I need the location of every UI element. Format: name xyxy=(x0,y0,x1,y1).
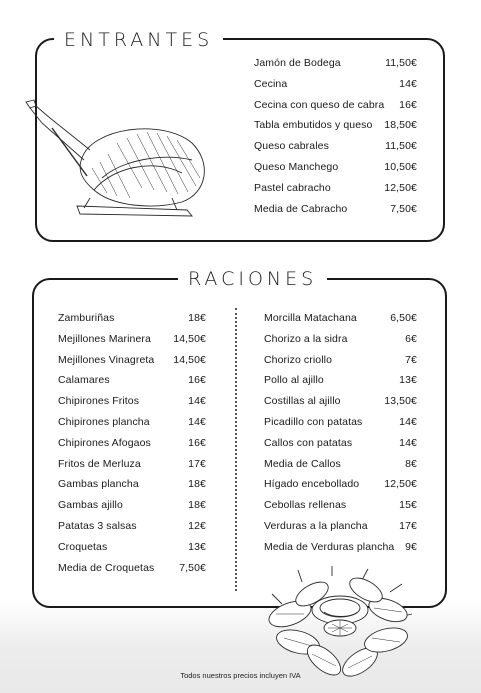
menu-item xyxy=(264,537,417,558)
menu-item xyxy=(254,157,417,178)
raciones-left-list xyxy=(58,308,206,578)
menu-item xyxy=(264,370,417,391)
item-price: 13€ xyxy=(399,374,417,387)
item-price: 14€ xyxy=(188,395,206,408)
item-price: 18€ xyxy=(188,478,206,491)
item-price: 7,50€ xyxy=(390,202,417,215)
item-price: 7€ xyxy=(405,353,417,366)
menu-item xyxy=(58,537,206,558)
item-price: 9€ xyxy=(405,540,417,553)
item-name: Gambas plancha xyxy=(58,478,139,491)
item-name: Media de Croquetas xyxy=(58,561,155,574)
menu-item xyxy=(254,178,417,199)
item-name: Chipirones Afogaos xyxy=(58,436,151,449)
item-name: Jamón de Bodega xyxy=(254,57,341,69)
item-price: 14€ xyxy=(399,77,417,90)
menu-item xyxy=(58,558,206,579)
item-name: Chipirones plancha xyxy=(58,415,150,428)
item-price: 16€ xyxy=(188,436,206,449)
item-price: 17€ xyxy=(399,519,417,532)
item-price: 11,50€ xyxy=(385,57,417,69)
menu-item xyxy=(264,495,417,516)
item-name: Hígado encebollado xyxy=(264,478,360,491)
item-name: Gambas ajillo xyxy=(58,499,123,512)
menu-item xyxy=(58,474,206,495)
item-name: Chipirones Fritos xyxy=(58,395,140,408)
item-name: Pollo al ajillo xyxy=(264,374,324,387)
item-price: 8€ xyxy=(405,457,417,470)
menu-item xyxy=(58,350,206,371)
item-price: 10,50€ xyxy=(384,160,417,173)
mussels-plate-illustration xyxy=(262,564,414,682)
menu-item xyxy=(254,136,417,157)
raciones-title: RACIONES xyxy=(178,268,327,290)
item-price: 14,50€ xyxy=(173,332,206,345)
menu-item xyxy=(58,433,206,454)
item-name: Picadillo con patatas xyxy=(264,415,363,428)
menu-item xyxy=(58,516,206,537)
item-price: 13€ xyxy=(188,540,206,553)
item-name: Queso cabrales xyxy=(254,140,329,153)
item-name: Chorizo criollo xyxy=(264,353,333,366)
menu-item xyxy=(58,412,206,433)
menu-item xyxy=(58,454,206,475)
item-price: 13,50€ xyxy=(384,395,417,408)
footer-note: Todos nuestros precios incluyen IVA xyxy=(180,671,301,680)
item-price: 14€ xyxy=(399,415,417,428)
ham-leg-illustration xyxy=(22,98,212,220)
menu-item xyxy=(264,329,417,350)
item-price: 17€ xyxy=(188,457,206,470)
item-name: Verduras a la plancha xyxy=(264,519,368,532)
item-name: Media de Cabracho xyxy=(254,202,348,215)
item-price: 18€ xyxy=(188,499,206,512)
item-price: 6€ xyxy=(405,332,417,345)
item-name: Patatas 3 salsas xyxy=(58,519,137,532)
menu-item xyxy=(254,53,417,74)
item-price: 7,50€ xyxy=(179,561,206,574)
item-name: Croquetas xyxy=(58,540,108,553)
item-name: Zamburiñas xyxy=(58,312,115,324)
menu-item xyxy=(264,516,417,537)
item-price: 6,50€ xyxy=(390,312,417,324)
item-name: Cebollas rellenas xyxy=(264,499,347,512)
item-name: Cecina xyxy=(254,77,288,90)
item-name: Costillas al ajillo xyxy=(264,395,341,408)
item-price: 18€ xyxy=(188,312,206,324)
entrantes-title: ENTRANTES xyxy=(54,29,223,51)
item-name: Media de Callos xyxy=(264,457,341,470)
raciones-right-list xyxy=(264,308,417,558)
menu-item xyxy=(264,350,417,371)
item-name: Pastel cabracho xyxy=(254,181,331,194)
entrantes-list xyxy=(254,53,417,219)
item-price: 14,50€ xyxy=(173,353,206,366)
item-name: Media de Verduras plancha xyxy=(264,540,395,553)
menu-item xyxy=(254,199,417,220)
item-price: 11,50€ xyxy=(385,140,417,153)
menu-item xyxy=(264,454,417,475)
menu-item xyxy=(264,308,417,329)
column-divider xyxy=(235,308,237,591)
item-name: Mejillones Marinera xyxy=(58,332,151,345)
menu-item xyxy=(58,308,206,329)
menu-item xyxy=(264,391,417,412)
item-name: Chorizo a la sidra xyxy=(264,332,348,345)
item-price: 15€ xyxy=(399,499,417,512)
item-price: 12,50€ xyxy=(384,181,417,194)
menu-item xyxy=(264,474,417,495)
item-price: 18,50€ xyxy=(384,119,417,132)
menu-item xyxy=(254,95,417,116)
item-name: Calamares xyxy=(58,374,110,387)
item-name: Cecina con queso de cabra xyxy=(254,98,385,111)
item-price: 12€ xyxy=(188,519,206,532)
item-name: Fritos de Merluza xyxy=(58,457,141,470)
item-name: Callos con patatas xyxy=(264,436,353,449)
menu-item xyxy=(264,433,417,454)
menu-item xyxy=(58,495,206,516)
item-name: Morcilla Matachana xyxy=(264,312,357,324)
menu-item xyxy=(58,329,206,350)
menu-item xyxy=(58,391,206,412)
item-price: 16€ xyxy=(188,374,206,387)
menu-item xyxy=(254,115,417,136)
item-price: 16€ xyxy=(399,98,417,111)
menu-item xyxy=(58,370,206,391)
item-price: 14€ xyxy=(399,436,417,449)
item-name: Queso Manchego xyxy=(254,160,339,173)
item-price: 14€ xyxy=(188,415,206,428)
menu-item xyxy=(254,74,417,95)
item-price: 12,50€ xyxy=(384,478,417,491)
menu-item xyxy=(264,412,417,433)
item-name: Tabla embutidos y queso xyxy=(254,119,373,132)
item-name: Mejillones Vinagreta xyxy=(58,353,155,366)
